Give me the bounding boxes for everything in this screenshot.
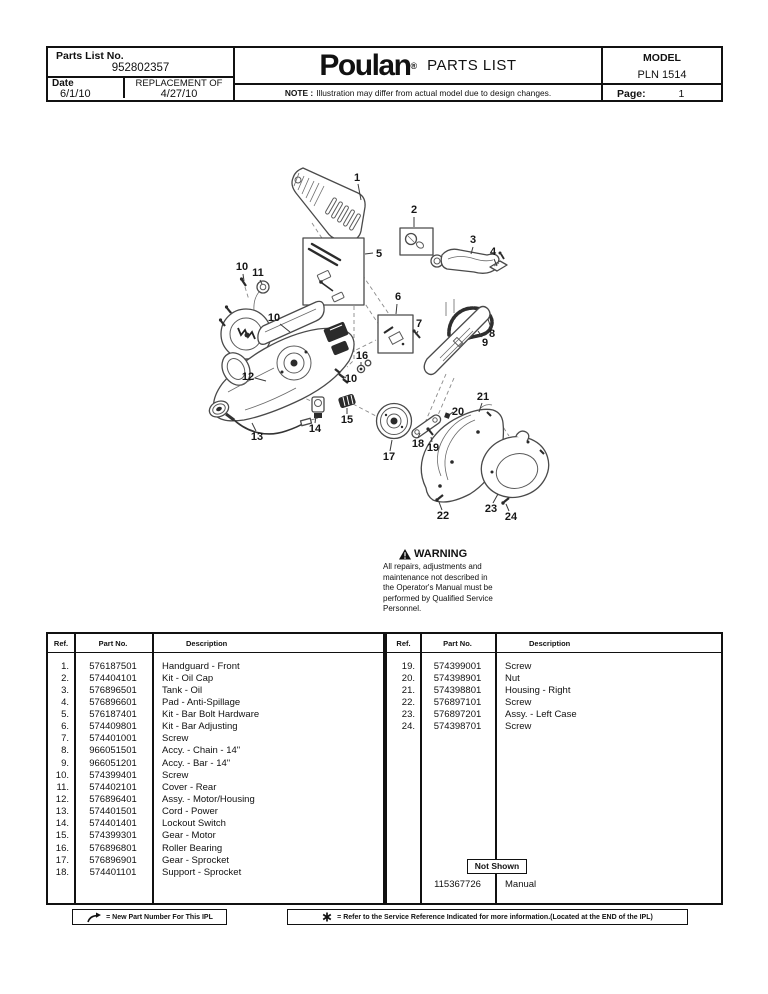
parts-cell-ref: 1. <box>61 660 69 672</box>
parts-cell-part_no: 574401001 <box>89 733 137 745</box>
callout-label: 2 <box>410 204 418 216</box>
parts-row <box>387 709 721 721</box>
warning-title: WARNING <box>414 548 468 560</box>
header-center-block <box>235 48 603 100</box>
parts-cell-ref: 10. <box>55 769 69 781</box>
parts-cell-description: Screw <box>505 660 532 672</box>
not-shown-description: Manual <box>505 879 537 890</box>
description-header: Description <box>186 638 228 648</box>
parts-row <box>48 782 383 794</box>
part-no-header: Part No. <box>443 638 472 648</box>
callout-label: 8 <box>488 328 496 340</box>
parts-cell-ref: 20. <box>401 672 415 684</box>
parts-list-no-value: 952802357 <box>111 62 170 74</box>
callout-label: 16 <box>355 350 369 362</box>
parts-cell-ref: 8. <box>61 745 69 757</box>
parts-cell-ref: 22. <box>401 696 415 708</box>
header-right-block <box>603 48 721 100</box>
callout-label: 10 <box>344 373 358 385</box>
warning-block <box>383 548 525 615</box>
callout-label: 4 <box>489 246 497 258</box>
parts-cell-part_no: 574402101 <box>89 781 137 793</box>
replacement-date-value: 4/27/10 <box>160 88 198 100</box>
warning-line: the Operator's Manual must be <box>383 583 493 593</box>
parts-cell-description: Handguard - Front <box>162 660 240 672</box>
part-no-header: Part No. <box>98 638 128 648</box>
parts-cell-ref: 19. <box>401 660 415 672</box>
callout-label: 21 <box>476 391 490 403</box>
not-shown-part-no: 115367726 <box>434 879 481 890</box>
parts-list-no-label: Parts List No. <box>56 50 124 62</box>
parts-row <box>48 806 383 818</box>
parts-cell-part_no: 576897201 <box>433 709 482 721</box>
callout-label: 5 <box>375 248 383 260</box>
parts-cell-part_no: 576896901 <box>89 854 137 866</box>
parts-cell-part_no: 966051201 <box>89 757 137 769</box>
callout-label: 6 <box>394 291 402 303</box>
parts-cell-ref: 16. <box>55 842 69 854</box>
parts-cell-description: Housing - Right <box>505 684 571 696</box>
callout-label: 18 <box>411 438 425 450</box>
exploded-parts-diagram <box>50 120 570 620</box>
parts-cell-part_no: 574398901 <box>433 672 482 684</box>
callout-label: 12 <box>241 371 255 383</box>
service-reference-legend <box>287 909 688 925</box>
parts-cell-ref: 17. <box>55 854 69 866</box>
callout-leader-line <box>252 423 256 431</box>
callout-label: 19 <box>426 442 440 454</box>
callout-label: 17 <box>382 451 396 463</box>
parts-cell-ref: 23. <box>401 709 415 721</box>
parts-cell-description: Assy. - Motor/Housing <box>162 794 255 806</box>
diagram-artwork <box>207 168 557 506</box>
part-screw-24 <box>501 498 509 505</box>
parts-cell-ref: 24. <box>401 721 415 733</box>
warning-line: Personnel. <box>383 604 422 614</box>
part-tank-oil <box>431 249 499 273</box>
parts-row <box>48 794 383 806</box>
page-number: 1 <box>678 88 685 100</box>
service-star-icon <box>322 912 332 922</box>
part-kit-oil-cap <box>400 228 433 255</box>
warning-line: All repairs, adjustments and <box>383 562 482 571</box>
parts-cell-ref: 4. <box>61 696 69 708</box>
parts-cell-description: Gear - Motor <box>162 830 216 842</box>
callout-leader-line <box>439 502 442 510</box>
warning-line: maintenance not described in <box>383 572 488 582</box>
callout-label: 7 <box>415 318 423 330</box>
model-value: PLN 1514 <box>637 69 687 81</box>
parts-cell-ref: 18. <box>55 866 69 878</box>
header-left-block <box>48 48 235 100</box>
parts-cell-ref: 13. <box>55 806 69 818</box>
parts-cell-ref: 15. <box>55 830 69 842</box>
parts-row <box>48 745 383 757</box>
parts-cell-description: Nut <box>505 672 520 684</box>
parts-cell-part_no: 574398701 <box>433 721 482 733</box>
part-cover-rear <box>221 281 271 359</box>
parts-row <box>48 830 383 842</box>
parts-row <box>48 709 383 721</box>
parts-row <box>48 855 383 867</box>
registered-trademark-symbol: ® <box>410 60 418 71</box>
parts-table-header <box>387 634 721 653</box>
parts-cell-description: Screw <box>505 721 532 733</box>
part-gear-sprocket <box>377 404 412 439</box>
note-label: NOTE : <box>284 88 314 98</box>
parts-cell-description: Roller Bearing <box>162 842 223 854</box>
parts-row <box>48 758 383 770</box>
parts-cell-description: Kit - Bar Bolt Hardware <box>162 709 260 721</box>
parts-table-right <box>385 632 723 905</box>
callout-label: 1 <box>353 172 361 184</box>
parts-cell-ref: 11. <box>56 781 69 793</box>
callout-leader-line <box>365 253 373 254</box>
parts-row <box>387 661 721 673</box>
parts-cell-description: Accy. - Chain - 14" <box>162 745 241 757</box>
parts-list-title: PARTS LIST <box>427 57 517 74</box>
parts-row <box>48 733 383 745</box>
parts-cell-part_no: 574399401 <box>89 769 137 781</box>
parts-cell-description: Screw <box>162 733 189 745</box>
callout-label: 3 <box>469 234 477 246</box>
page-indicator <box>603 83 721 100</box>
parts-table-left <box>46 632 385 905</box>
new-part-legend <box>72 909 227 925</box>
description-header: Description <box>529 638 571 648</box>
part-gear-motor <box>338 393 357 408</box>
parts-row <box>48 818 383 830</box>
callout-label: 22 <box>436 510 450 522</box>
parts-cell-ref: 21. <box>401 684 415 696</box>
parts-cell-description: Pad - Anti-Spillage <box>162 696 241 708</box>
warning-line: performed by Qualified Service <box>383 593 493 603</box>
page-label: Page: <box>617 88 646 100</box>
parts-cell-part_no: 574401401 <box>89 818 137 830</box>
callout-leader-line <box>493 494 498 503</box>
header-table <box>46 46 723 102</box>
parts-cell-part_no: 574399001 <box>433 660 482 672</box>
parts-cell-ref: 14. <box>55 818 69 830</box>
parts-row <box>387 673 721 685</box>
new-part-legend-text: = New Part Number For This IPL <box>106 913 213 921</box>
parts-cell-part_no: 574398801 <box>433 684 482 696</box>
parts-cell-part_no: 574404101 <box>89 672 137 684</box>
part-lockout-switch <box>312 397 324 418</box>
parts-cell-ref: 12. <box>55 794 69 806</box>
callout-label: 20 <box>451 406 465 418</box>
parts-cell-ref: 2. <box>61 672 69 684</box>
callout-label: 23 <box>484 503 498 515</box>
parts-cell-ref: 3. <box>61 684 69 696</box>
parts-row <box>387 697 721 709</box>
ref-header: Ref. <box>53 638 69 648</box>
callout-label: 15 <box>340 414 354 426</box>
parts-table-right-body <box>387 655 721 734</box>
callout-label: 10 <box>267 312 281 324</box>
service-reference-legend-text: = Refer to the Service Reference Indicated for more information.(Located at the END of the IPL) <box>337 913 653 921</box>
callout-label: 24 <box>504 511 518 523</box>
parts-cell-part_no: 966051501 <box>89 745 137 757</box>
date-value: 6/1/10 <box>60 88 91 100</box>
parts-cell-ref: 5. <box>61 709 69 721</box>
parts-cell-part_no: 576897101 <box>433 696 482 708</box>
callout-leader-line <box>506 504 509 511</box>
not-shown-badge: Not Shown <box>467 859 527 874</box>
parts-cell-part_no: 576896401 <box>89 794 137 806</box>
part-kit-bar-bolt-hardware <box>303 238 364 305</box>
callout-label: 14 <box>308 423 322 435</box>
parts-cell-part_no: 574409801 <box>89 721 137 733</box>
parts-cell-part_no: 576187401 <box>89 709 137 721</box>
parts-row <box>48 697 383 709</box>
callout-leader-line <box>390 440 392 451</box>
parts-cell-ref: 7. <box>61 733 69 745</box>
design-change-note <box>235 83 601 98</box>
callout-label: 9 <box>481 337 489 349</box>
parts-row <box>48 685 383 697</box>
parts-cell-part_no: 574401501 <box>89 806 137 818</box>
warning-icon <box>399 549 411 560</box>
parts-cell-ref: 9. <box>61 757 69 769</box>
parts-row <box>387 721 721 733</box>
parts-cell-part_no: 576896601 <box>89 696 137 708</box>
model-label: MODEL <box>643 52 681 64</box>
parts-cell-description: Cord - Power <box>162 806 218 818</box>
parts-row <box>48 843 383 855</box>
parts-cell-part_no: 576896801 <box>89 842 137 854</box>
note-text: Illustration may differ from actual model due to design changes. <box>316 88 552 98</box>
parts-row <box>387 685 721 697</box>
parts-cell-part_no: 574399301 <box>89 830 137 842</box>
parts-cell-description: Tank - Oil <box>162 684 203 696</box>
callout-leader-line <box>396 304 397 314</box>
parts-row <box>48 867 383 879</box>
parts-cell-part_no: 574401101 <box>89 866 137 878</box>
parts-cell-description: Screw <box>162 769 189 781</box>
parts-cell-description: Kit - Oil Cap <box>162 672 214 684</box>
replacement-label: REPLACEMENT OF <box>135 78 223 89</box>
parts-table-header <box>48 634 383 653</box>
parts-cell-ref: 6. <box>61 721 69 733</box>
callout-label: 10 <box>235 261 249 273</box>
poulan-logo: Poulan <box>319 48 411 82</box>
parts-cell-description: Gear - Sprocket <box>162 854 230 866</box>
parts-cell-part_no: 576896501 <box>89 684 137 696</box>
parts-row <box>48 721 383 733</box>
part-nut-20 <box>444 412 450 418</box>
callout-label: 11 <box>252 267 264 279</box>
parts-cell-description: Kit - Bar Adjusting <box>162 721 238 733</box>
callout-label: 13 <box>250 431 264 443</box>
date-label: Date <box>52 78 74 89</box>
parts-cell-description: Assy. - Left Case <box>505 709 577 721</box>
parts-cell-description: Screw <box>505 696 532 708</box>
parts-row <box>48 673 383 685</box>
parts-cell-description: Cover - Rear <box>162 781 217 793</box>
parts-cell-description: Support - Sprocket <box>162 866 242 878</box>
ref-header: Ref. <box>396 638 411 648</box>
parts-row <box>48 770 383 782</box>
parts-table-left-body <box>48 655 383 880</box>
parts-row <box>48 661 383 673</box>
parts-cell-description: Accy. - Bar - 14" <box>162 757 231 769</box>
part-kit-bar-adjusting <box>378 315 413 353</box>
parts-cell-part_no: 576187501 <box>89 660 137 672</box>
parts-cell-description: Lockout Switch <box>162 818 226 830</box>
new-part-arrow-icon <box>86 912 101 923</box>
part-roller-bearing <box>357 360 370 372</box>
